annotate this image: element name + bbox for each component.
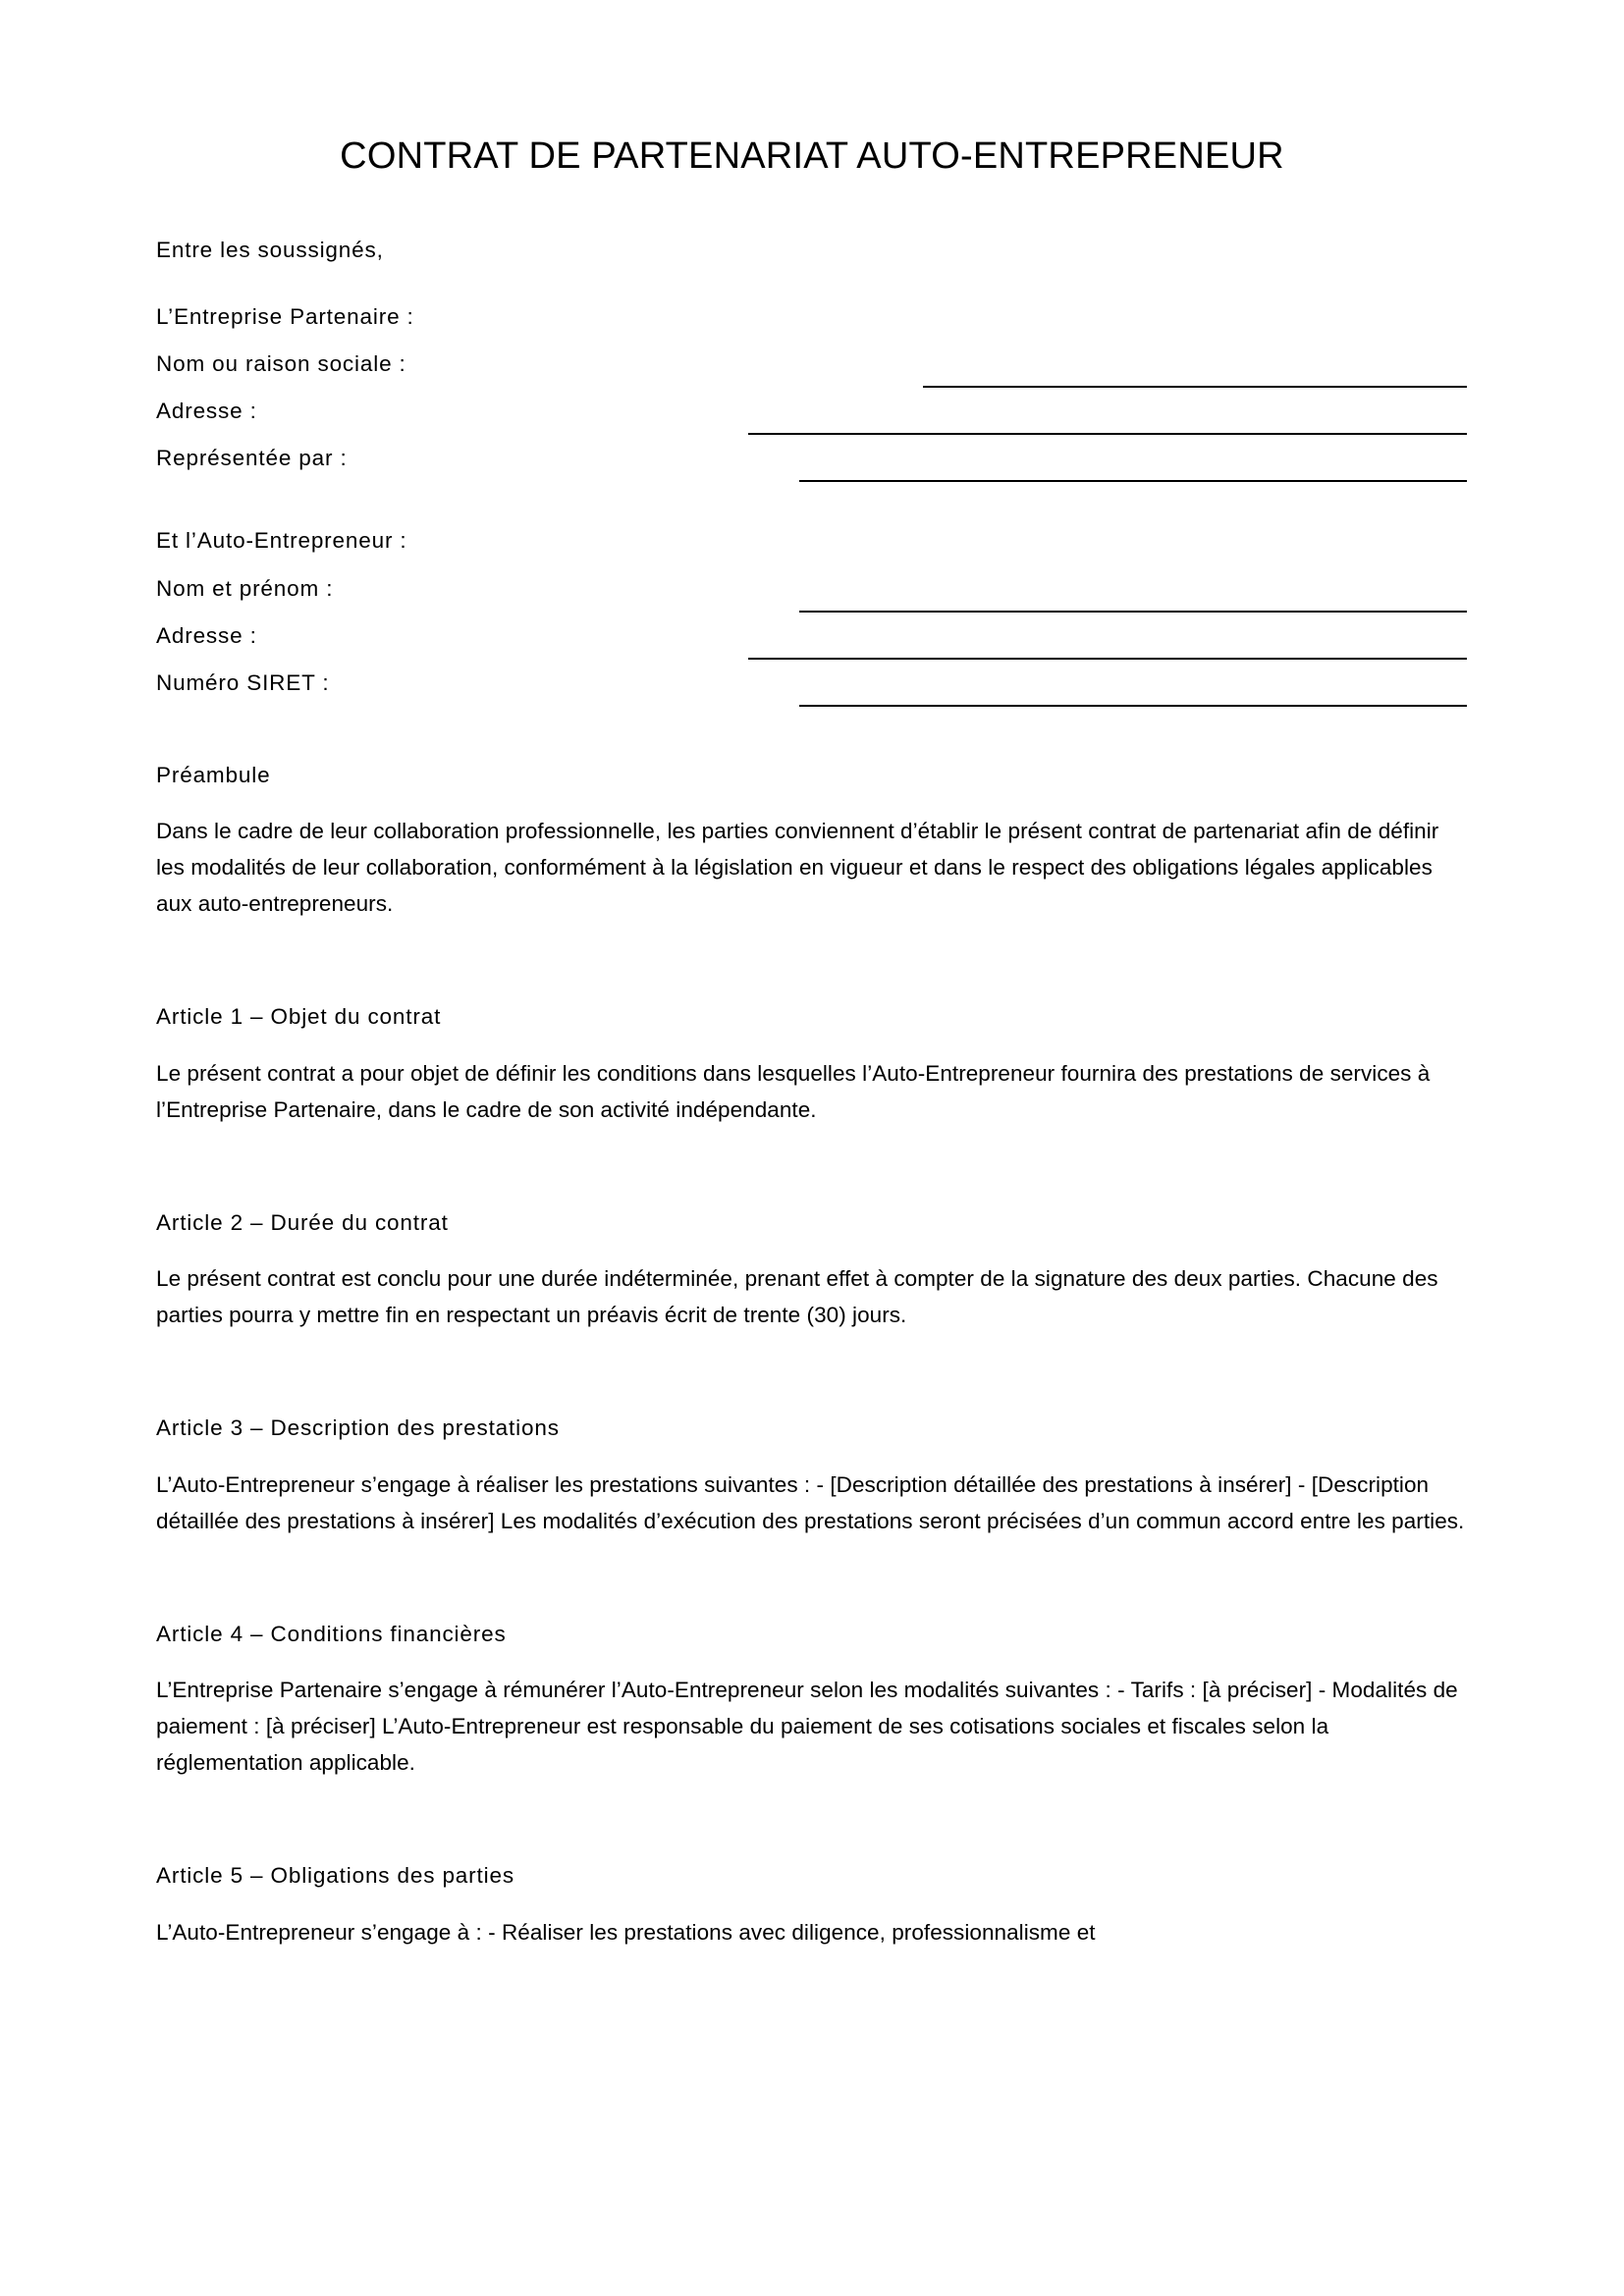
document-body [156,240,1467,1950]
spacer-before-article-4 [156,1539,1467,1624]
spacer-before-article-2 [156,1128,1467,1212]
field-entrepreneur-siret-label: Numéro SIRET : [156,669,330,695]
section-article-4 [156,1621,1467,1782]
field-company-representative-rule[interactable] [799,480,1467,482]
field-entrepreneur-address-rule[interactable] [748,658,1467,660]
field-company-representative[interactable] [156,448,1467,495]
page-title: CONTRAT DE PARTENARIAT AUTO-ENTREPRENEUR [340,135,1284,178]
article-4-body: L’Entreprise Partenaire s’engage à rémunérer l’Auto-Entrepreneur selon les modalités suivantes : - Tarifs : [à préciser] - Modalités de paiement : [à préciser] L’Auto-Entrepreneur est responsable du paiement de ses cotisations sociales et fiscales selon la réglementation applicable. [156,1678,1458,1775]
spacer-before-preamble [156,720,1467,765]
section-article-2 [156,1209,1467,1334]
spacer-before-article-5 [156,1781,1467,1865]
article-1-body: Le présent contrat a pour objet de définir les conditions dans lesquelles l’Auto-Entrepreneur fournira des prestations de services à l’Entreprise Partenaire, dans le cadre de son activité indépendante. [156,1060,1431,1122]
spacer-between-parties [156,495,1467,530]
party-company-block [156,303,1467,496]
article-3-body: L’Auto-Entrepreneur s’engage à réaliser les prestations suivantes : - [Description détaillée des prestations à insérer] - [Description détaillée des prestations à insérer] Les modalités d’exécution des prestations seront précisées d’un commun accord entre les parties. [156,1471,1465,1533]
article-2-heading: Article 2 – Durée du contrat [156,1209,449,1235]
article-4-heading: Article 4 – Conditions financières [156,1621,507,1646]
section-article-5 [156,1865,1467,1950]
party-company-heading: L’Entreprise Partenaire : [156,303,414,329]
section-article-1 [156,1006,1467,1128]
field-entrepreneur-name-rule[interactable] [799,611,1467,613]
field-company-representative-label: Représentée par : [156,446,348,470]
party-entrepreneur-heading: Et l’Auto-Entrepreneur : [156,528,407,553]
field-entrepreneur-address-label: Adresse : [156,622,257,648]
section-article-3 [156,1417,1467,1539]
spacer-before-article-3 [156,1333,1467,1417]
section-preamble [156,762,1467,923]
field-company-address-label: Adresse : [156,399,257,423]
article-5-body: L’Auto-Entrepreneur s’engage à : - Réaliser les prestations avec diligence, professionnalisme et [156,1919,1096,1945]
spacer-before-article-1 [156,922,1467,1006]
field-entrepreneur-name-label: Nom et prénom : [156,575,334,601]
field-entrepreneur-address[interactable] [156,622,1467,672]
article-2-body: Le présent contrat est conclu pour une durée indéterminée, prenant effet à compter de la signature des deux parties. Chacune des parties pourra y mettre fin en respectant un préavis écrit de trente (30) jours. [156,1266,1438,1327]
field-company-name-rule[interactable] [923,386,1467,388]
preamble-body: Dans le cadre de leur collaboration professionnelle, les parties conviennent d’établir le présent contrat de partenariat afin de définir les modalités de leur collaboration, conformément à la législation en vigueur et dans le respect des obligations légales applicables aux auto-entrepreneurs. [156,819,1439,916]
party-entrepreneur-block [156,530,1467,720]
field-entrepreneur-name[interactable] [156,575,1467,625]
intro-line: Entre les soussignés, [156,238,384,262]
preamble-heading: Préambule [156,762,271,787]
field-company-name-label: Nom ou raison sociale : [156,351,406,376]
field-entrepreneur-siret[interactable] [156,669,1467,720]
article-5-heading: Article 5 – Obligations des parties [156,1863,514,1888]
field-company-name[interactable] [156,353,1467,400]
field-entrepreneur-siret-rule[interactable] [799,705,1467,707]
article-1-heading: Article 1 – Objet du contrat [156,1004,442,1029]
field-company-address[interactable] [156,400,1467,448]
article-3-heading: Article 3 – Description des prestations [156,1415,560,1440]
field-company-address-rule[interactable] [748,433,1467,435]
